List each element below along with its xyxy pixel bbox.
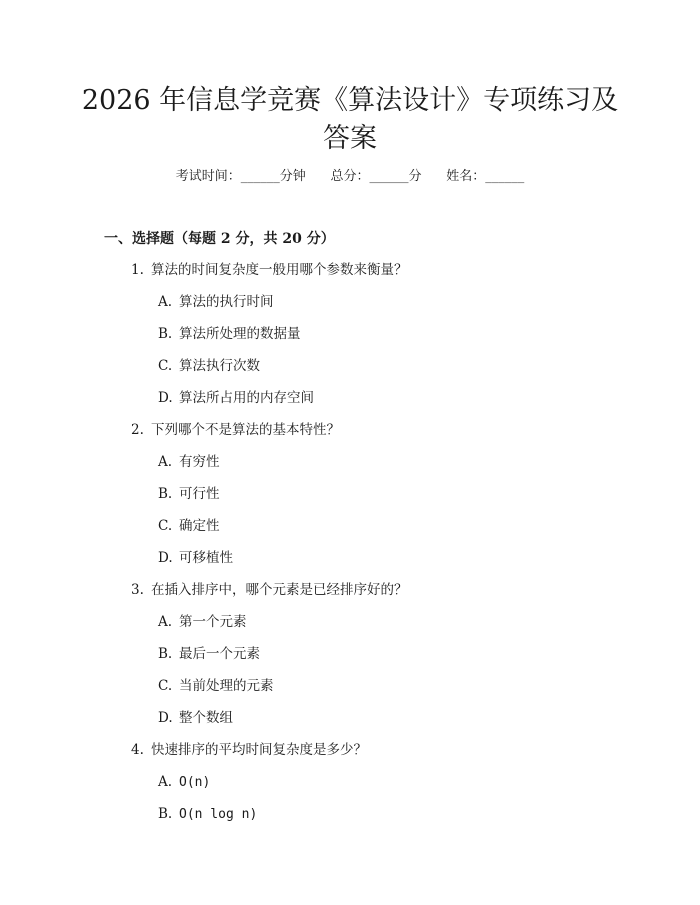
option-letter: B. <box>158 486 173 502</box>
question-2 <box>131 421 340 439</box>
option-text: 算法执行次数 <box>179 358 260 374</box>
option-1c <box>158 357 260 375</box>
option-2b <box>158 485 220 503</box>
option-3d <box>158 709 233 727</box>
option-1a <box>158 293 274 311</box>
question-number: 3. <box>131 582 144 598</box>
option-text: 算法所处理的数据量 <box>179 326 301 342</box>
question-text: 下列哪个不是算法的基本特性？ <box>151 422 340 438</box>
option-text: 有穷性 <box>179 454 220 470</box>
option-letter: A. <box>158 294 173 310</box>
option-letter: B. <box>158 806 173 822</box>
question-3 <box>131 581 408 599</box>
option-2d <box>158 549 233 567</box>
title-line-2: 答案 <box>323 123 377 154</box>
option-text: 当前处理的元素 <box>179 678 274 694</box>
option-letter: B. <box>158 326 173 342</box>
option-letter: C. <box>158 358 173 374</box>
option-text: 确定性 <box>179 518 220 534</box>
question-text: 快速排序的平均时间复杂度是多少？ <box>151 742 367 758</box>
option-1d <box>158 389 314 407</box>
option-3b <box>158 645 260 663</box>
title-line-1: 2026 年信息学竞赛《算法设计》专项练习及 <box>81 85 619 116</box>
option-letter: B. <box>158 646 173 662</box>
question-4 <box>131 741 367 759</box>
option-2c <box>158 517 220 535</box>
option-4b <box>158 805 257 824</box>
option-letter: A. <box>158 454 173 470</box>
option-text: 算法所占用的内存空间 <box>179 390 314 406</box>
option-text: 可移植性 <box>179 550 233 566</box>
option-3c <box>158 677 274 695</box>
option-text: 最后一个元素 <box>179 646 260 662</box>
option-2a <box>158 453 220 471</box>
option-letter: A. <box>158 614 173 630</box>
exam-info-line: 考试时间：______分钟 总分：______分 姓名：______ <box>175 169 525 184</box>
option-text: O(n) <box>179 775 211 790</box>
option-text: 整个数组 <box>179 710 233 726</box>
option-letter: D. <box>158 390 173 406</box>
option-letter: A. <box>158 774 173 790</box>
question-number: 1. <box>131 262 144 278</box>
option-text: 第一个元素 <box>179 614 247 630</box>
option-letter: C. <box>158 678 173 694</box>
option-text: 算法的执行时间 <box>179 294 274 310</box>
option-3a <box>158 613 247 631</box>
question-number: 4. <box>131 742 144 758</box>
option-letter: C. <box>158 518 173 534</box>
option-letter: D. <box>158 710 173 726</box>
option-1b <box>158 325 301 343</box>
option-4a <box>158 773 210 792</box>
section-title: 一、选择题（每题 2 分，共 20 分） <box>104 231 335 247</box>
option-text: 可行性 <box>179 486 220 502</box>
question-1 <box>131 261 408 279</box>
question-text: 算法的时间复杂度一般用哪个参数来衡量？ <box>151 262 408 278</box>
option-text: O(n log n) <box>179 807 258 822</box>
document-title <box>60 82 640 158</box>
question-number: 2. <box>131 422 144 438</box>
option-letter: D. <box>158 550 173 566</box>
question-text: 在插入排序中，哪个元素是已经排序好的？ <box>151 582 408 598</box>
